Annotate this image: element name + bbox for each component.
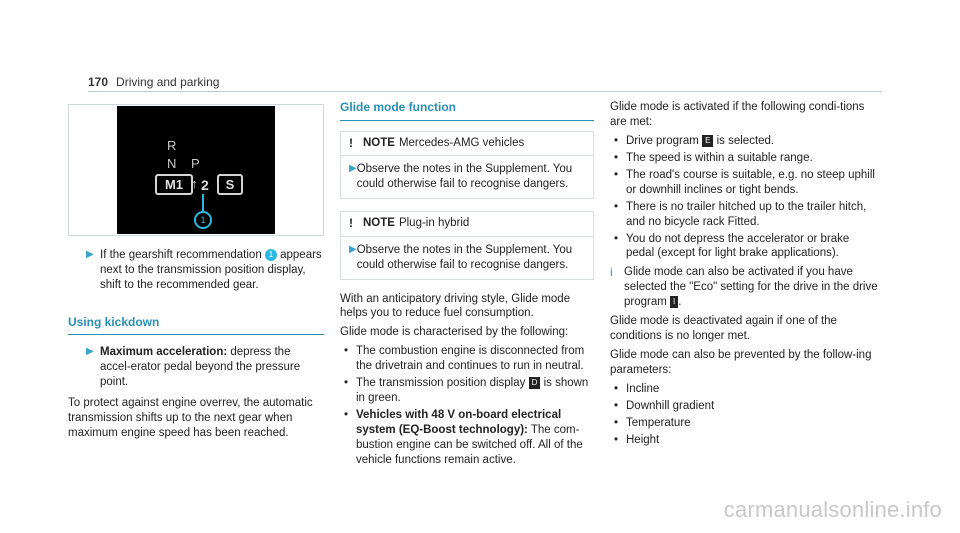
list-item-bold: Vehicles with 48 V on-board electrical system (EQ-Boost technology): bbox=[356, 409, 562, 437]
step-arrow-icon: ▶ bbox=[86, 346, 94, 358]
step-arrow-icon: ▶ bbox=[86, 249, 94, 260]
note-subject: Plug-in hybrid bbox=[398, 217, 470, 230]
column-left bbox=[68, 100, 324, 445]
note-label: NOTE bbox=[363, 136, 395, 149]
list-item: • Incline bbox=[610, 382, 880, 397]
list-item-text: Drive program bbox=[626, 134, 703, 147]
conditions-intro: Glide mode is activated if the following condi-tions are met: bbox=[610, 101, 865, 128]
section-title: Driving and parking bbox=[116, 75, 220, 89]
list-item bbox=[610, 232, 880, 262]
info-icon: i bbox=[610, 265, 613, 280]
gear-display-figure bbox=[68, 104, 324, 236]
info-note bbox=[610, 265, 880, 310]
column-right bbox=[610, 100, 880, 452]
step-text-post: appears next to the transmission position display, shift to the recommended gear. bbox=[100, 249, 322, 291]
list-item bbox=[340, 344, 594, 374]
list-item-text: There is no trailer hitched up to the trailer hitch, and no bicycle rack Fitted. bbox=[626, 200, 867, 228]
list-item bbox=[610, 168, 880, 198]
kickdown-step-text: depress the accel-erator pedal beyond the pressure point. bbox=[100, 346, 301, 389]
info-text: Glide mode can also be activated if you have selected the "Eco" setting for the drive in the drive program bbox=[624, 266, 878, 309]
list-item bbox=[610, 151, 880, 166]
upshift-arrow-icon: ↑ bbox=[191, 176, 198, 191]
list-item-text: You do not depress the accelerator or brake pedal (except for light brake applications). bbox=[626, 232, 850, 260]
note-subject: Mercedes-AMG vehicles bbox=[398, 136, 525, 149]
recommended-gear: 2 bbox=[201, 177, 209, 193]
display-screen bbox=[117, 106, 275, 234]
list-item-text: The combustion engine is disconnected from the drivetrain and continues to run in neutral. bbox=[356, 345, 585, 373]
list-item bbox=[340, 376, 594, 406]
note-body: Observe the notes in the Supplement. You could otherwise fail to recognise dangers. bbox=[356, 163, 573, 191]
callout-badge-icon: 1 bbox=[265, 249, 277, 261]
gear-p: P bbox=[191, 156, 200, 171]
step-arrow-icon: ▶ bbox=[349, 243, 357, 255]
list-item-text: The transmission position display bbox=[356, 377, 529, 390]
list-item: • Height bbox=[610, 433, 880, 448]
step-text-pre: If the gearshift recommendation bbox=[100, 249, 265, 261]
gear-n: N bbox=[167, 156, 177, 171]
glide-mode-heading: Glide mode function bbox=[340, 100, 594, 121]
gear-s-box: S bbox=[217, 174, 243, 195]
glide-characteristics-list bbox=[340, 344, 594, 468]
note-amg bbox=[340, 131, 594, 199]
kickdown-step-bold: Maximum acceleration: bbox=[100, 346, 228, 359]
warning-icon: ! bbox=[349, 135, 353, 150]
deactivated-paragraph: Glide mode is deactivated again if one of the conditions is no longer met. bbox=[610, 315, 837, 343]
note-hybrid bbox=[340, 211, 594, 279]
glide-intro: With an anticipatory driving style, Glide mode helps you to reduce fuel consumption. bbox=[340, 292, 571, 320]
list-item-text: The speed is within a suitable range. bbox=[626, 151, 813, 164]
warning-icon: ! bbox=[349, 216, 353, 231]
note-label: NOTE bbox=[363, 217, 395, 230]
list-item: • Downhill gradient bbox=[610, 399, 880, 414]
page-number: 170 bbox=[88, 75, 109, 89]
kickdown-step bbox=[68, 345, 324, 390]
list-item-text: The road's course is suitable, e.g. no steep uphill or downhill inclines or tight bends. bbox=[626, 168, 875, 196]
gear-r: R bbox=[167, 138, 177, 153]
page-header bbox=[88, 75, 219, 91]
note-body: Observe the notes in the Supplement. You could otherwise fail to recognise dangers. bbox=[356, 243, 573, 271]
watermark: carmanualsonline.info bbox=[723, 497, 942, 523]
parameters-list bbox=[610, 382, 880, 448]
conditions-list bbox=[610, 134, 880, 262]
header-divider bbox=[88, 91, 882, 92]
callout-1-icon: 1 bbox=[194, 211, 212, 229]
list-item-text: is selected. bbox=[713, 134, 775, 147]
list-item: • Temperature bbox=[610, 416, 880, 431]
kickdown-heading: Using kickdown bbox=[68, 315, 324, 336]
column-middle bbox=[340, 100, 594, 472]
list-item bbox=[610, 200, 880, 230]
drive-program-i-icon: I bbox=[670, 296, 678, 308]
list-item-text: is shown in green. bbox=[356, 377, 589, 405]
kickdown-paragraph: To protect against engine overrev, the automatic transmission shifts up to the next gear when maximum engine speed has been reached. bbox=[68, 397, 313, 440]
gear-m1-box: M1 bbox=[155, 174, 193, 195]
gearshift-step bbox=[68, 248, 324, 293]
callout-line bbox=[202, 194, 204, 212]
list-item-text: The com-bustion engine can be switched off. All of the vehicle functions remain active. bbox=[356, 424, 583, 466]
drive-program-e-icon: E bbox=[702, 135, 713, 147]
prevented-paragraph: Glide mode can also be prevented by the follow-ing parameters: bbox=[610, 349, 872, 376]
list-item bbox=[340, 408, 594, 468]
glide-characterised: Glide mode is characterised by the following: bbox=[340, 326, 569, 339]
step-arrow-icon: ▶ bbox=[349, 163, 357, 175]
drive-d-key-icon: D bbox=[529, 377, 541, 389]
list-item bbox=[610, 134, 880, 149]
info-text: . bbox=[678, 296, 682, 309]
